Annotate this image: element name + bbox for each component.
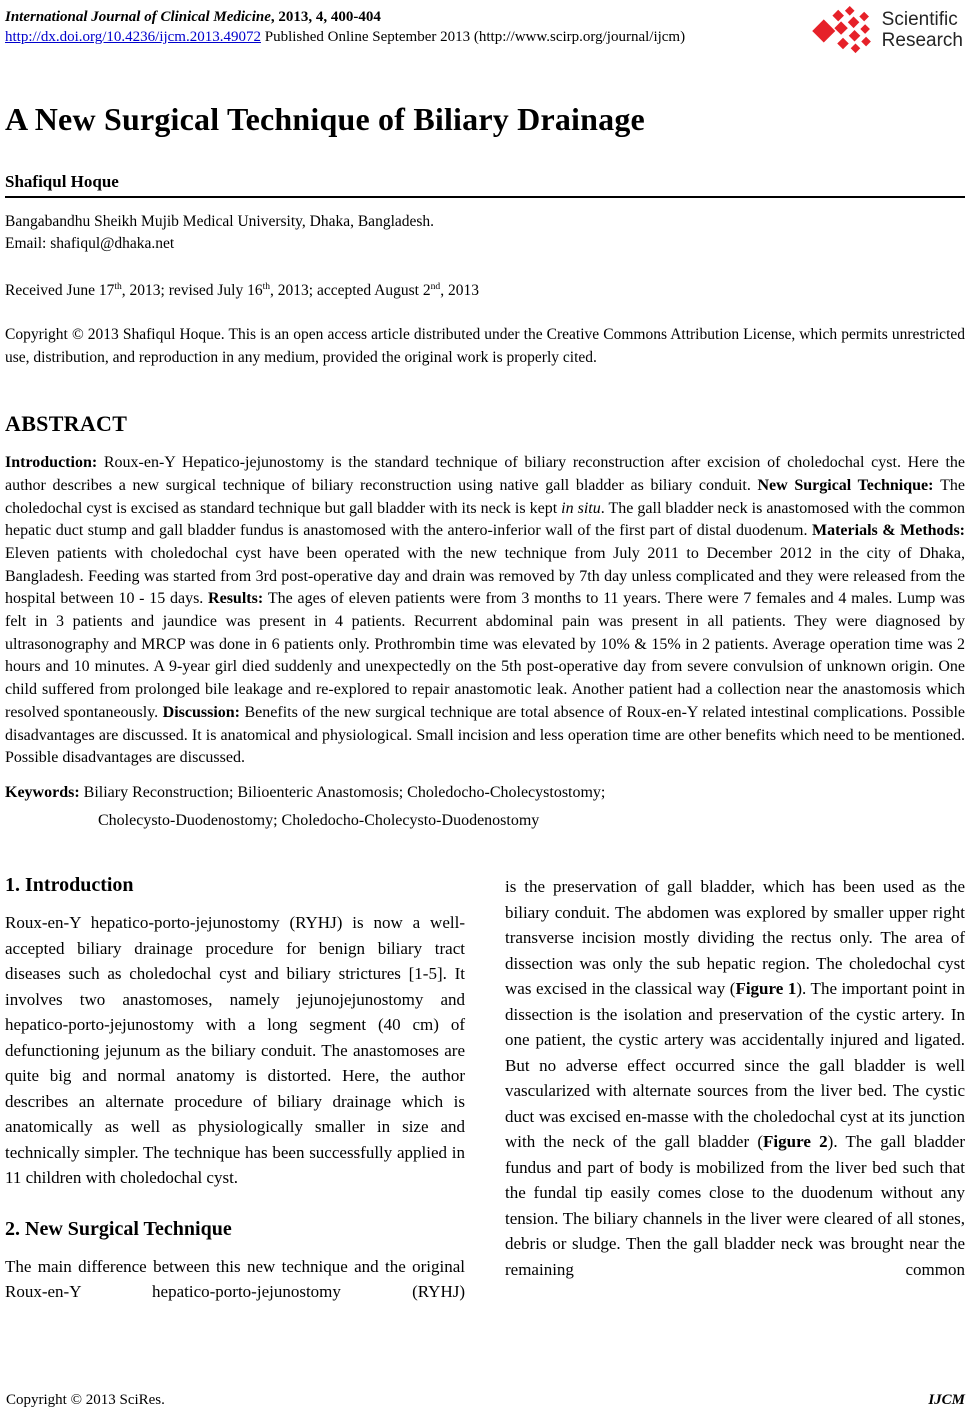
article-title: A New Surgical Technique of Biliary Drainage [5,101,645,137]
doi-link[interactable]: http://dx.doi.org/10.4236/ijcm.2013.49072 [5,29,261,45]
left-column [5,874,465,1305]
logo-text-line1: Scientific [881,9,958,30]
scientific-research-logo [810,5,963,55]
keywords-line2: Cholecysto-Duodenostomy; Choledocho-Cholecysto-Duodenostomy [98,812,540,829]
affiliation: Bangabandhu Sheikh Mujib Medical University, Dhaka, Bangladesh. [5,213,435,230]
keywords-line1-wrap [5,784,605,801]
published-online-text: Published Online September 2013 (http://www.scirp.org/journal/ijcm) [260,29,686,45]
received-dates: Received June 17th, 2013; revised July 16th, 2013; accepted August 2nd, 2013 [5,281,479,300]
keywords-block [5,779,965,835]
introduction-paragraph: Roux-en-Y hepatico-porto-jejunostomy (RYHJ) is now a well-accepted biliary drainage procedure for benign biliary tract diseases such as choledochal cyst and biliary strictures [1-5]. It involves two anastomoses, namely jejunojejunostomy and hepatico-porto-jejunostomy with a long segment (40 cm) of defunctioning jejunum as the biliary conduit. The anastomoses are quite big and normal anatomy is distorted. Here, the author describes an alternate procedure of biliary drainage which is anatomically as well as physiologically smaller in size and technically simpler. The technique has been successfully applied in 11 children with choledochal cyst. [5,913,465,1187]
abstract-heading: ABSTRACT [5,411,128,437]
publication-line [5,27,685,47]
logo-text [882,9,963,51]
page-header [5,5,965,55]
scirp-diamonds-icon [810,5,876,55]
right-column [505,874,965,1305]
section-heading-new-surgical-technique: 2. New Surgical Technique [5,1217,232,1240]
journal-info [5,5,685,47]
section-heading-introduction: 1. Introduction [5,874,134,896]
author-name: Shafiqul Hoque [5,172,119,191]
keywords-line1: Biliary Reconstruction; Bilioenteric Anastomosis; Choledocho-Cholecystostomy; [83,784,606,801]
abstract-text: Introduction: Roux-en-Y Hepatico-jejunostomy is the standard technique of biliary reconstruction after excision of choledochal cyst. Here the author describes a new surgical technique of biliary reconstruction using native gall bladder as biliary conduit. New Surgical Technique: The choledochal cyst is excised as standard technique but gall bladder with its neck is kept in situ. The gall bladder neck is anastomosed with the common hepatic duct stump and gall bladder fundus is anastomosed with the antero-inferior wall of the first part of distal duodenum. Materials & Methods: Eleven patients with choledochal cyst have been operated with the new technique from July 2011 to December 2012 in the city of Dhaka, Bangladesh. Feeding was started from 3rd post-operative day and drain was removed by 7th day unless complicated and they were released from the hospital between 10 - 15 days. Results: The ages of eleven patients were from 3 months to 11 years. There were 7 females and 4 males. Lump was felt in 3 patients and jaundice was present in 4 patients. Recurrent abdominal pain was present in all patients. They were diagnosed by ultrasonography and MRCP was done in 6 patients only. Prothrombin time was elevated by 10% & 15% in 2 patients. Average operation time was 2 hours and 10 minutes. A 9-year girl died suddenly and unexpectedly on the 5th post-operative day from severe convulsion of unknown origin. One child suffered from prolonged bile leakage and re-explored to repair anastomotic leak. Another patient had a collection near the anastomosis which resolved spontaneously. Discussion: Benefits of the new surgical technique are total absence of Roux-en-Y related intestinal complications. Possible disadvantages are discussed. It is anatomical and physiological. Small incision and less operation time are other benefits which need to be mentioned. Possible disadvantages are discussed. [5,454,966,767]
footer-copyright: Copyright © 2013 SciRes. [6,1392,165,1408]
keywords-label: Keywords: [5,784,80,801]
journal-citation: International Journal of Clinical Medicine, 2013, 4, 400-404 [5,9,381,25]
email-line: Email: shafiqul@dhaka.net [5,235,175,252]
two-column-body [5,874,965,1305]
logo-text-line2: Research [881,30,963,51]
author-rule [5,196,965,198]
technique-paragraph: The main difference between this new technique and the original Roux-en-Y hepatico-porto-jejunostomy (RYHJ) [5,1256,465,1301]
footer-journal-abbrev: IJCM [928,1392,965,1408]
license-notice: Copyright © 2013 Shafiqul Hoque. This is an open access article distributed under the Creative Commons Attribution License, which permits unrestricted use, distribution, and reproduction in any medium, provided the original work is properly cited. [5,326,965,366]
right-column-paragraph: is the preservation of gall bladder, which has been used as the biliary conduit. The abdomen was explored by smaller upper right transverse incision mostly dividing the rectus only. The area of dissection was only the sub hepatic region. The choledochal cyst was excised in the classical way (Figure 1). The important point in dissection is the isolation and preservation of the cystic artery. In one patient, the cystic artery was accidentally injured and ligated. But no adverse effect occurred since the gall bladder is well vascularized with alternate sources from the liver bed. The cystic duct was excised en-masse with the choledochal cyst at its junction with the neck of the gall bladder (Figure 2). The gall bladder fundus and part of body is mobilized from the liver bed such that the fundal tip easily comes close to the duodenum without any tension. The biliary channels in the liver were cleared of all stones, debris or sludge. Then the gall bladder neck was brought near the remaining common [505,877,965,1279]
page-footer [6,1392,965,1409]
